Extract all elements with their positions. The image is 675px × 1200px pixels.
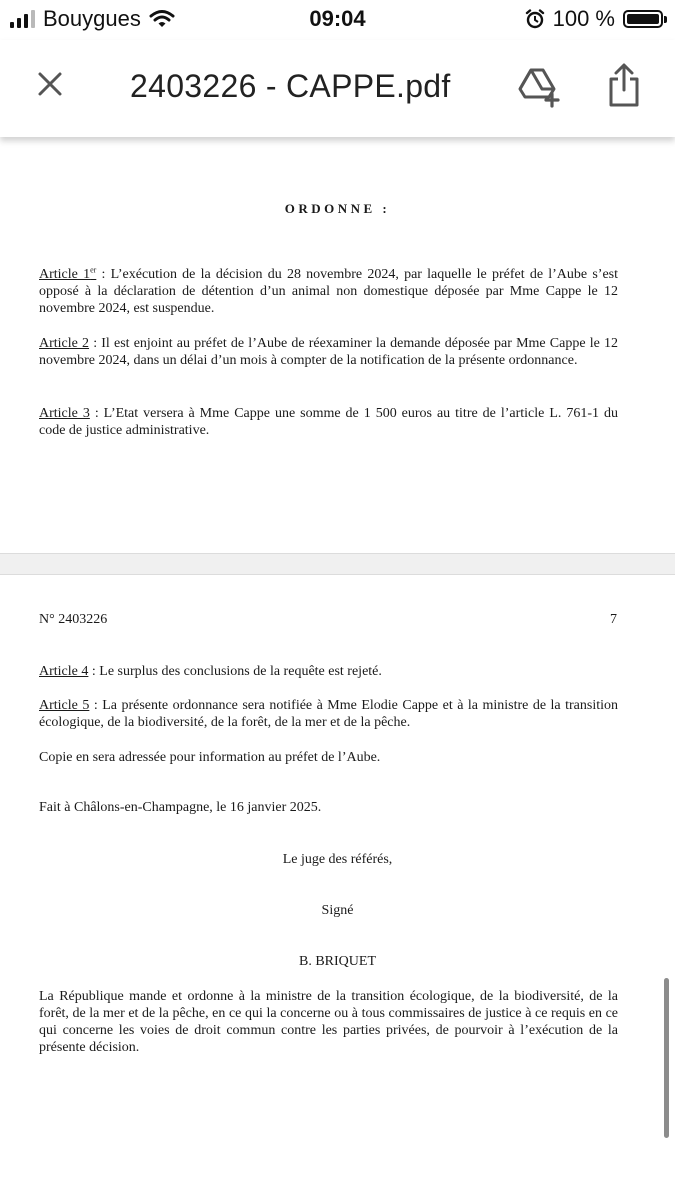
judge-name: B. BRIQUET — [299, 954, 376, 969]
executory-formula: La République mande et ordonne à la ministre de la transition écologique, de la biodiversité, de la forêt, de la mer et de la pêche, en ce qui la concerne ou à tous commissaires de justice à ce requis en ce qui concerne les voies de droit commun contre les parties privées, de pourvoir à l’exécution de la présente décision. — [39, 989, 618, 1055]
signed-label: Signé — [321, 903, 354, 918]
close-icon[interactable] — [32, 66, 68, 102]
article-2 — [39, 335, 618, 369]
status-right — [525, 6, 663, 32]
article-5 — [39, 697, 618, 731]
article-1 — [39, 266, 618, 317]
done-at: Fait à Châlons-en-Champagne, le 16 janvier 2025. — [39, 800, 322, 815]
battery-icon — [623, 10, 663, 28]
article-3-label: Article 3 — [39, 406, 90, 421]
carrier-name: Bouygues — [43, 6, 141, 31]
pdf-toolbar — [0, 40, 675, 137]
scrollbar[interactable] — [664, 978, 669, 1138]
judge-title: Le juge des référés, — [282, 852, 393, 867]
share-icon[interactable] — [604, 62, 644, 108]
article-4-label: Article 4 — [39, 664, 89, 679]
article-5-label: Article 5 — [39, 698, 90, 713]
case-number: N° 2403226 — [39, 612, 108, 627]
page-number: 7 — [610, 612, 617, 627]
article-2-label: Article 2 — [39, 336, 90, 351]
article-4-text: : Le surplus des conclusions de la requête est rejeté. — [88, 664, 382, 679]
status-bar — [0, 0, 675, 40]
article-1-text: : L’exécution de la décision du 28 novembre 2024, par laquelle le préfet de l’Aube s’est opposé à la déclaration de détention d’un animal non domestique déposée par Mme Cappe le 12 novembre 2024, est suspendue. — [39, 267, 618, 316]
alarm-icon — [525, 9, 545, 29]
article-3 — [39, 405, 618, 439]
article-3-text: : L’Etat versera à Mme Cappe une somme de 1 500 euros au titre de l’article L. 761-1 du code de justice administrative. — [39, 406, 618, 438]
add-to-drive-icon[interactable] — [516, 64, 562, 108]
page-separator — [0, 553, 675, 575]
article-5-text: : La présente ordonnance sera notifiée à Mme Elodie Cappe et à la ministre de la transition écologique, de la biodiversité, de la forêt, de la mer et de la pêche. — [39, 698, 618, 730]
document-title: 2403226 - CAPPE.pdf — [130, 68, 451, 104]
article-2-text: : Il est enjoint au préfet de l’Aube de réexaminer la demande déposée par Mme Cappe le 12 novembre 2024, dans un délai d’un mois à compter de la notification de la présente ordonnance. — [39, 336, 619, 368]
battery-percent: 100 % — [552, 6, 615, 31]
ordonne-heading: ORDONNE : — [284, 201, 391, 216]
article-1-label: Article 1er — [39, 265, 97, 282]
copy-note: Copie en sera adressée pour information au préfet de l’Aube. — [39, 750, 381, 765]
article-4 — [39, 663, 618, 680]
clock: 09:04 — [309, 6, 366, 31]
